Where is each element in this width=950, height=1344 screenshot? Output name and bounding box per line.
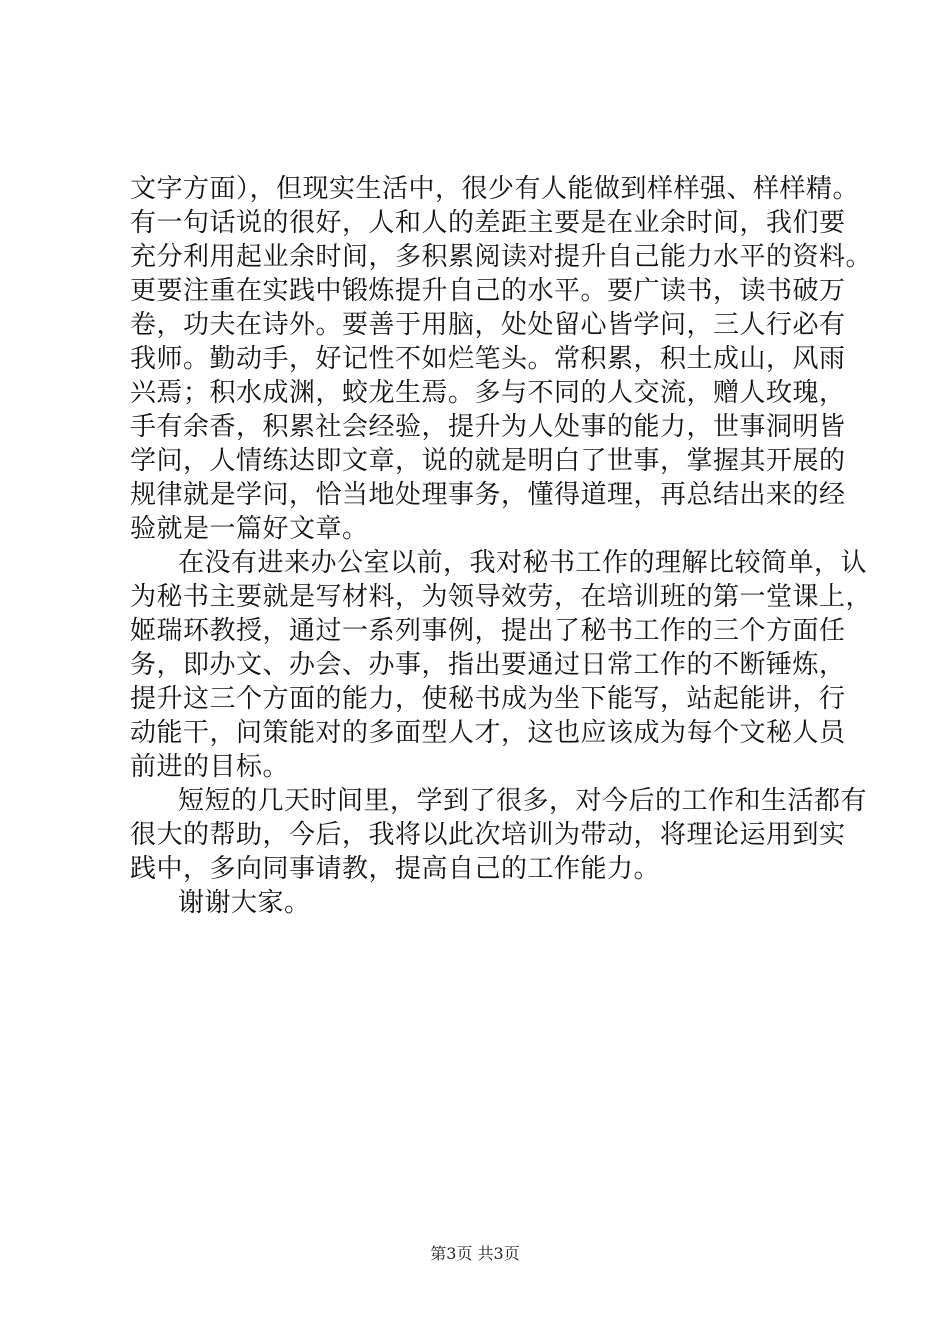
text-line: 文字方面），但现实生活中，很少有人能做到样样强、样样精。 [130,174,860,204]
text-line: 务，即办文、办会、办事，指出要通过日常工作的不断锤炼， [130,650,846,680]
text-line: 践中，多向同事请教，提高自己的工作能力。 [130,854,661,884]
text-line: 很大的帮助，今后，我将以此次培训为带动，将理论运用到实 [130,820,846,850]
text-line: 手有余香，积累社会经验，提升为人处事的能力，世事洞明皆 [130,412,846,442]
paragraph-start-line: 在没有进来办公室以前，我对秘书工作的理解比较简单，认 [178,548,868,578]
text-line: 有一句话说的很好，人和人的差距主要是在业余时间，我们要 [130,208,846,238]
text-line: 姬瑞环教授，通过一系列事例，提出了秘书工作的三个方面任 [130,616,846,646]
text-line: 规律就是学问，恰当地处理事务，懂得道理，再总结出来的经 [130,480,846,510]
text-line: 充分利用起业余时间，多积累阅读对提升自己能力水平的资料。 [130,242,873,272]
paragraph-start-line: 短短的几天时间里，学到了很多，对今后的工作和生活都有 [178,786,868,816]
text-line: 兴焉；积水成渊，蛟龙生焉。多与不同的人交流，赠人玫瑰， [130,378,846,408]
document-body [130,172,873,920]
text-line: 提升这三个方面的能力，使秘书成为坐下能写，站起能讲，行 [130,684,846,714]
text-line: 验就是一篇好文章。 [130,514,369,544]
text-line: 学问，人情练达即文章，说的就是明白了世事，掌握其开展的 [130,446,846,476]
closing-line: 谢谢大家。 [178,888,311,918]
text-line: 卷，功夫在诗外。要善于用脑，处处留心皆学问，三人行必有 [130,310,846,340]
text-line: 我师。勤动手，好记性不如烂笔头。常积累，积土成山，风雨 [130,344,846,374]
page-number-footer: 第3页 共3页 [430,1244,520,1263]
text-line: 更要注重在实践中锻炼提升自己的水平。要广读书，读书破万 [130,276,846,306]
text-line: 前进的目标。 [130,752,290,782]
text-line: 为秘书主要就是写材料，为领导效劳，在培训班的第一堂课上， [130,582,873,612]
text-line: 动能干，问策能对的多面型人才，这也应该成为每个文秘人员 [130,718,846,748]
